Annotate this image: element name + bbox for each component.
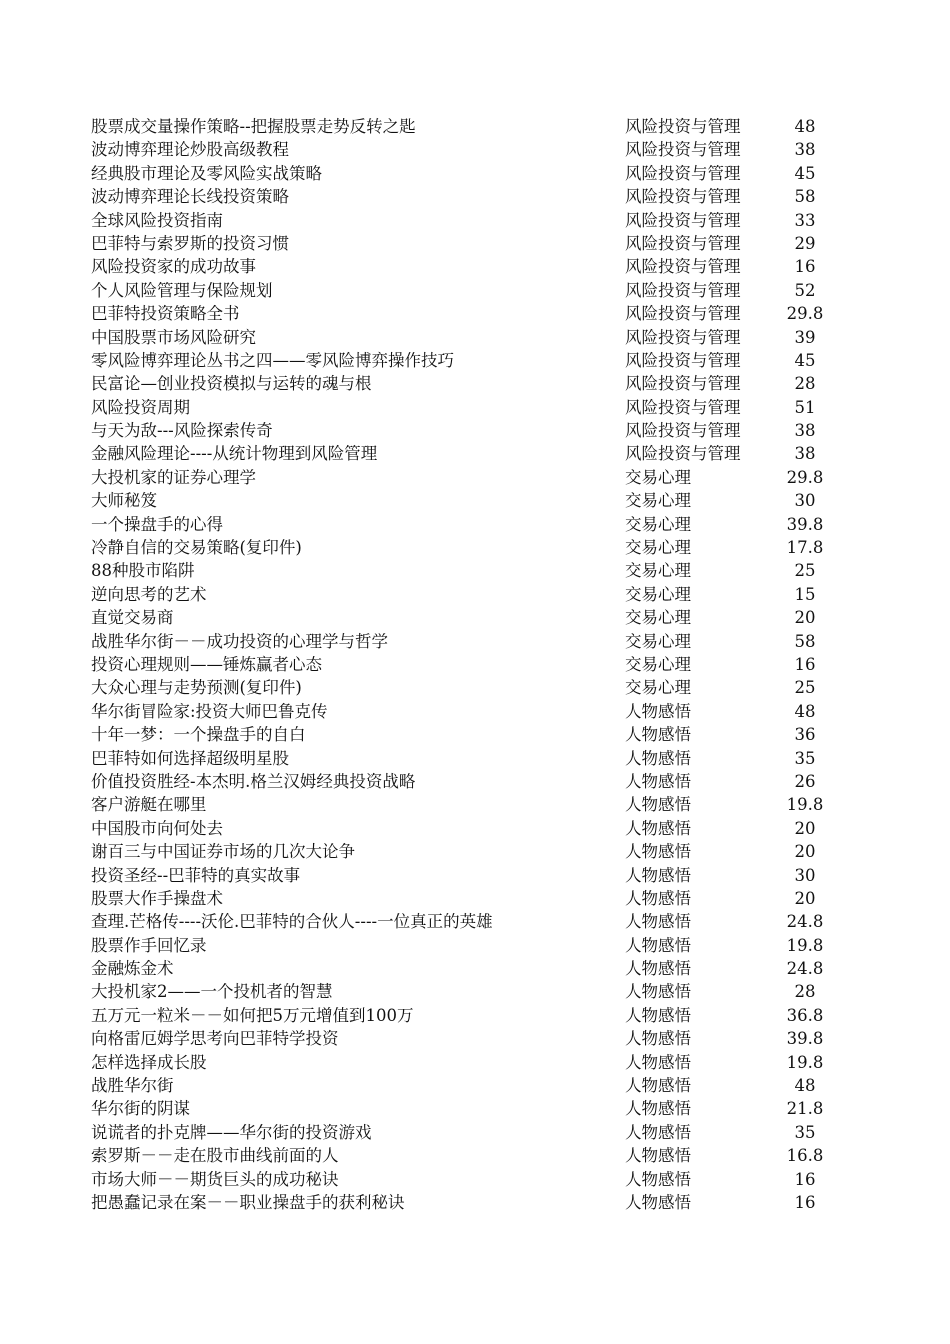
book-title: 说谎者的扑克牌——华尔街的投资游戏 (91, 1122, 372, 1142)
book-price: 16 (794, 1192, 816, 1212)
book-category: 人物感悟 (625, 842, 691, 862)
book-price: 38 (794, 421, 816, 441)
book-price: 16 (794, 1169, 816, 1189)
table-row (0, 770, 950, 793)
book-title: 民富论—创业投资模拟与运转的魂与根 (91, 374, 372, 394)
book-category: 交易心理 (625, 561, 691, 581)
book-title: 索罗斯－－走在股市曲线前面的人 (91, 1146, 339, 1166)
book-price: 48 (794, 701, 816, 721)
book-title: 个人风险管理与保险规划 (91, 280, 273, 300)
book-title: 向格雷厄姆学思考向巴菲特学投资 (91, 1029, 339, 1049)
book-title: 十年一梦：一个操盘手的自白 (91, 725, 306, 745)
book-title: 投资心理规则——锤炼赢者心态 (91, 654, 322, 674)
book-category: 人物感悟 (625, 865, 691, 885)
book-category: 风险投资与管理 (625, 304, 741, 324)
book-title: 巴菲特与索罗斯的投资习惯 (91, 233, 289, 253)
book-title: 零风险博弈理论丛书之四——零风险博弈操作技巧 (91, 350, 454, 370)
book-price: 30 (794, 491, 816, 511)
book-category: 人物感悟 (625, 959, 691, 979)
book-price: 48 (794, 117, 816, 136)
book-price: 16 (794, 257, 816, 277)
book-price: 29.8 (786, 304, 824, 324)
table-row (0, 536, 950, 559)
table-row (0, 700, 950, 723)
book-category: 人物感悟 (625, 982, 691, 1002)
table-row (0, 1027, 950, 1050)
book-title: 与天为敌---风险探索传奇 (91, 421, 273, 441)
table-row (0, 606, 950, 629)
book-price: 35 (794, 748, 816, 768)
book-price: 25 (794, 678, 816, 698)
table-row (0, 1097, 950, 1120)
table-row (0, 1191, 950, 1214)
book-category: 交易心理 (625, 608, 691, 628)
book-category: 人物感悟 (625, 1192, 691, 1212)
book-category: 交易心理 (625, 467, 691, 487)
book-title: 华尔街冒险家:投资大师巴鲁克传 (91, 701, 328, 721)
book-category: 风险投资与管理 (625, 117, 741, 136)
table-row (0, 747, 950, 770)
book-category: 人物感悟 (625, 1122, 691, 1142)
book-category: 交易心理 (625, 538, 691, 558)
book-category: 人物感悟 (625, 1099, 691, 1119)
table-row (0, 559, 950, 582)
book-category: 人物感悟 (625, 701, 691, 721)
table-row (0, 980, 950, 1003)
book-title: 直觉交易商 (91, 608, 174, 628)
book-category: 人物感悟 (625, 1052, 691, 1072)
book-price: 35 (794, 1122, 816, 1142)
book-title: 投资圣经--巴菲特的真实故事 (91, 865, 301, 885)
book-category: 交易心理 (625, 514, 691, 534)
table-row (0, 1168, 950, 1191)
table-row (0, 279, 950, 302)
table-row (0, 910, 950, 933)
book-price: 20 (794, 818, 816, 838)
book-price: 16.8 (786, 1146, 824, 1166)
book-price: 20 (794, 608, 816, 628)
table-row (0, 372, 950, 395)
table-row (0, 653, 950, 676)
book-title: 华尔街的阴谋 (91, 1099, 190, 1119)
table-row (0, 864, 950, 887)
book-price: 24.8 (786, 959, 824, 979)
book-title: 把愚蠢记录在案－－职业操盘手的获利秘诀 (91, 1192, 405, 1212)
book-category: 风险投资与管理 (625, 163, 741, 183)
book-price: 17.8 (786, 538, 824, 558)
book-title: 经典股市理论及零风险实战策略 (91, 163, 322, 183)
book-title: 风险投资家的成功故事 (91, 257, 256, 277)
book-title: 全球风险投资指南 (91, 210, 223, 230)
table-row (0, 840, 950, 863)
book-price: 19.8 (786, 795, 824, 815)
book-category: 人物感悟 (625, 795, 691, 815)
table-row (0, 349, 950, 372)
book-category: 交易心理 (625, 491, 691, 511)
table-row (0, 396, 950, 419)
book-title: 一个操盘手的心得 (91, 514, 223, 534)
table-row (0, 255, 950, 278)
book-price: 19.8 (786, 935, 824, 955)
book-price: 29.8 (786, 467, 824, 487)
book-price: 52 (794, 280, 816, 300)
book-title: 巴菲特投资策略全书 (91, 304, 240, 324)
table-row (0, 138, 950, 161)
book-category: 人物感悟 (625, 1005, 691, 1025)
book-title: 股票大作手操盘术 (91, 888, 223, 908)
book-price: 20 (794, 888, 816, 908)
book-price: 45 (794, 163, 816, 183)
book-title: 中国股市向何处去 (91, 818, 223, 838)
book-category: 风险投资与管理 (625, 280, 741, 300)
book-title: 股票作手回忆录 (91, 935, 207, 955)
book-title: 波动博弈理论炒股高级教程 (91, 140, 289, 160)
table-row (0, 185, 950, 208)
book-title: 怎样选择成长股 (91, 1052, 207, 1072)
book-title: 市场大师－－期货巨头的成功秘诀 (91, 1169, 339, 1189)
book-price: 21.8 (786, 1099, 824, 1119)
book-price: 19.8 (786, 1052, 824, 1072)
book-category: 风险投资与管理 (625, 350, 741, 370)
book-category: 风险投资与管理 (625, 257, 741, 277)
book-title: 88种股市陷阱 (91, 561, 195, 581)
table-row (0, 302, 950, 325)
table-row (0, 115, 950, 138)
book-title: 大众心理与走势预测(复印件) (91, 678, 302, 698)
table-row (0, 887, 950, 910)
book-category: 交易心理 (625, 631, 691, 651)
book-price: 51 (794, 397, 816, 417)
table-row (0, 513, 950, 536)
book-title: 查理.芒格传----沃伦.巴菲特的合伙人----一位真正的英雄 (91, 912, 493, 932)
book-title: 谢百三与中国证券市场的几次大论争 (91, 842, 355, 862)
table-row (0, 489, 950, 512)
book-title: 大师秘笈 (91, 491, 157, 511)
book-category: 人物感悟 (625, 1029, 691, 1049)
book-title: 逆向思考的艺术 (91, 584, 207, 604)
book-price: 39.8 (786, 1029, 824, 1049)
book-price: 38 (794, 140, 816, 160)
book-price: 45 (794, 350, 816, 370)
book-title: 中国股票市场风险研究 (91, 327, 256, 347)
table-row (0, 326, 950, 349)
table-row (0, 583, 950, 606)
table-row (0, 419, 950, 442)
book-category: 人物感悟 (625, 818, 691, 838)
table-row (0, 442, 950, 465)
book-price: 36 (794, 725, 816, 745)
table-row (0, 630, 950, 653)
book-list-table (0, 115, 950, 1214)
book-title: 战胜华尔街－－成功投资的心理学与哲学 (91, 631, 388, 651)
book-category: 人物感悟 (625, 935, 691, 955)
book-category: 人物感悟 (625, 888, 691, 908)
book-title: 大投机家的证券心理学 (91, 467, 256, 487)
table-row (0, 1051, 950, 1074)
book-title: 风险投资周期 (91, 397, 190, 417)
table-row (0, 162, 950, 185)
book-price: 39 (794, 327, 816, 347)
book-price: 16 (794, 654, 816, 674)
book-title: 五万元一粒米－－如何把5万元增值到100万 (91, 1005, 414, 1025)
book-category: 交易心理 (625, 654, 691, 674)
table-row (0, 817, 950, 840)
book-price: 20 (794, 842, 816, 862)
book-title: 客户游艇在哪里 (91, 795, 207, 815)
book-price: 48 (794, 1076, 816, 1096)
book-category: 人物感悟 (625, 1076, 691, 1096)
book-category: 风险投资与管理 (625, 374, 741, 394)
table-row (0, 957, 950, 980)
book-title: 冷静自信的交易策略(复印件) (91, 538, 302, 558)
book-category: 人物感悟 (625, 771, 691, 791)
book-title: 波动博弈理论长线投资策略 (91, 187, 289, 207)
book-title: 巴菲特如何选择超级明星股 (91, 748, 289, 768)
book-price: 25 (794, 561, 816, 581)
book-price: 58 (794, 187, 816, 207)
book-title: 大投机家2——一个投机者的智慧 (91, 982, 333, 1002)
book-category: 风险投资与管理 (625, 397, 741, 417)
book-category: 交易心理 (625, 678, 691, 698)
table-row (0, 466, 950, 489)
table-row (0, 793, 950, 816)
book-price: 33 (794, 210, 816, 230)
book-category: 人物感悟 (625, 725, 691, 745)
book-price: 39.8 (786, 514, 824, 534)
table-row (0, 1121, 950, 1144)
book-category: 风险投资与管理 (625, 233, 741, 253)
book-category: 风险投资与管理 (625, 327, 741, 347)
book-price: 58 (794, 631, 816, 651)
book-title: 价值投资胜经-本杰明.格兰汉姆经典投资战略 (91, 771, 416, 791)
book-title: 金融炼金术 (91, 959, 174, 979)
table-row (0, 1144, 950, 1167)
book-category: 风险投资与管理 (625, 210, 741, 230)
book-price: 24.8 (786, 912, 824, 932)
book-price: 29 (794, 233, 816, 253)
book-price: 28 (794, 982, 816, 1002)
book-category: 交易心理 (625, 584, 691, 604)
table-row (0, 676, 950, 699)
book-category: 人物感悟 (625, 1146, 691, 1166)
book-price: 15 (794, 584, 816, 604)
book-price: 26 (794, 771, 816, 791)
table-row (0, 232, 950, 255)
book-category: 风险投资与管理 (625, 187, 741, 207)
book-category: 人物感悟 (625, 912, 691, 932)
book-price: 28 (794, 374, 816, 394)
table-row (0, 723, 950, 746)
book-category: 风险投资与管理 (625, 140, 741, 160)
book-category: 人物感悟 (625, 748, 691, 768)
table-row (0, 934, 950, 957)
book-price: 30 (794, 865, 816, 885)
table-row (0, 1074, 950, 1097)
book-title: 金融风险理论----从统计物理到风险管理 (91, 444, 378, 464)
book-price: 38 (794, 444, 816, 464)
table-row (0, 1004, 950, 1027)
book-category: 风险投资与管理 (625, 421, 741, 441)
book-price: 36.8 (786, 1005, 824, 1025)
book-title: 战胜华尔街 (91, 1076, 174, 1096)
book-category: 人物感悟 (625, 1169, 691, 1189)
book-category: 风险投资与管理 (625, 444, 741, 464)
table-row (0, 209, 950, 232)
book-title: 股票成交量操作策略--把握股票走势反转之匙 (91, 117, 416, 136)
